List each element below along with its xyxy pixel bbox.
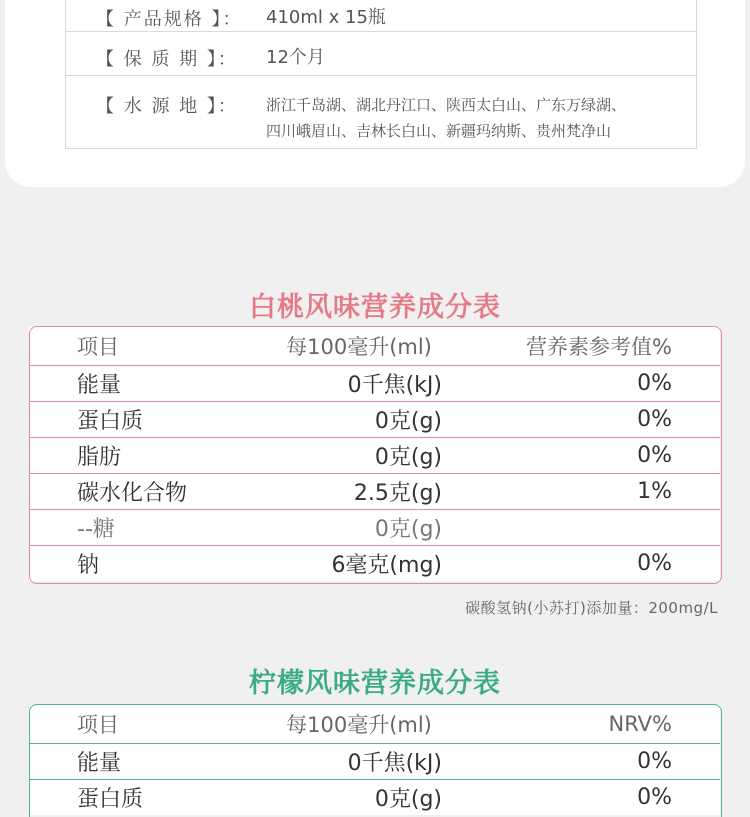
lemon-nutrition-title: 柠檬风味营养成分表: [249, 668, 501, 699]
row-item: 脂肪: [29, 438, 254, 474]
lemon-nutrition-table: [29, 705, 720, 815]
spec-value-water-source: [266, 92, 626, 144]
row-nrv: 0%: [464, 546, 720, 582]
row-item: 蛋白质: [29, 402, 254, 438]
spec-label-water-source: 【 水 源 地 】：: [96, 96, 238, 117]
row-nrv: 0%: [464, 402, 720, 438]
table-row: [29, 438, 720, 474]
spec-value-shelf-life: 12个月: [266, 46, 325, 68]
row-item: --糖: [29, 510, 254, 546]
peach-nutrition-table: [29, 327, 720, 581]
row-item: 碳水化合物: [29, 474, 254, 510]
water-source-line-2: 四川峨眉山、吉林长白山、新疆玛纳斯、贵州梵净山: [266, 122, 612, 140]
header-per-100ml: 每100毫升(ml): [286, 713, 432, 737]
row-item: 蛋白质: [29, 780, 254, 816]
header-item: 项目: [77, 335, 119, 359]
row-nrv: [464, 510, 720, 546]
row-amount: 6毫克(mg): [254, 546, 464, 582]
baking-soda-note: 碳酸氢钠(小苏打)添加量：200mg/L: [465, 599, 718, 617]
header-item: 项目: [77, 713, 119, 737]
row-amount: 0克(g): [254, 510, 464, 546]
row-amount: 0千焦(kJ): [254, 744, 464, 780]
spec-label-shelf-life: 【 保 质 期 】：: [96, 48, 238, 70]
row-nrv: 0%: [464, 780, 720, 816]
product-spec-table: [65, 0, 697, 149]
row-item: 能量: [29, 366, 254, 402]
table-row: [29, 402, 720, 438]
table-header-row: [29, 327, 720, 366]
header-nrv: NRV%: [608, 712, 672, 736]
water-source-line-1: 浙江千岛湖、湖北丹江口、陕西太白山、广东万绿湖、: [266, 96, 627, 114]
row-item: 能量: [29, 744, 254, 780]
spec-label-size: 【 产品规格 】：: [96, 9, 243, 30]
spec-value-size: 410ml x 15瓶: [266, 7, 386, 28]
peach-nutrition-title: 白桃风味营养成分表: [249, 292, 501, 323]
header-per-100ml: 每100毫升(ml): [286, 335, 432, 359]
row-amount: 2.5克(g): [254, 474, 464, 510]
table-row: [29, 546, 720, 582]
row-amount: 0克(g): [254, 402, 464, 438]
row-nrv: 0%: [464, 744, 720, 780]
table-row: [29, 744, 720, 780]
row-nrv: 0%: [464, 438, 720, 474]
table-row: [29, 780, 720, 816]
row-nrv: 0%: [464, 366, 720, 402]
row-nrv: 1%: [464, 474, 720, 510]
row-item: 钠: [29, 546, 254, 582]
header-nrv: 营养素参考值%: [526, 335, 672, 359]
table-row: [29, 510, 720, 546]
table-header-row: [29, 705, 720, 744]
row-amount: 0克(g): [254, 780, 464, 816]
row-amount: 0千焦(kJ): [254, 366, 464, 402]
table-row: [29, 474, 720, 510]
row-amount: 0克(g): [254, 438, 464, 474]
table-row: [29, 366, 720, 402]
product-spec-card: [5, 0, 745, 187]
